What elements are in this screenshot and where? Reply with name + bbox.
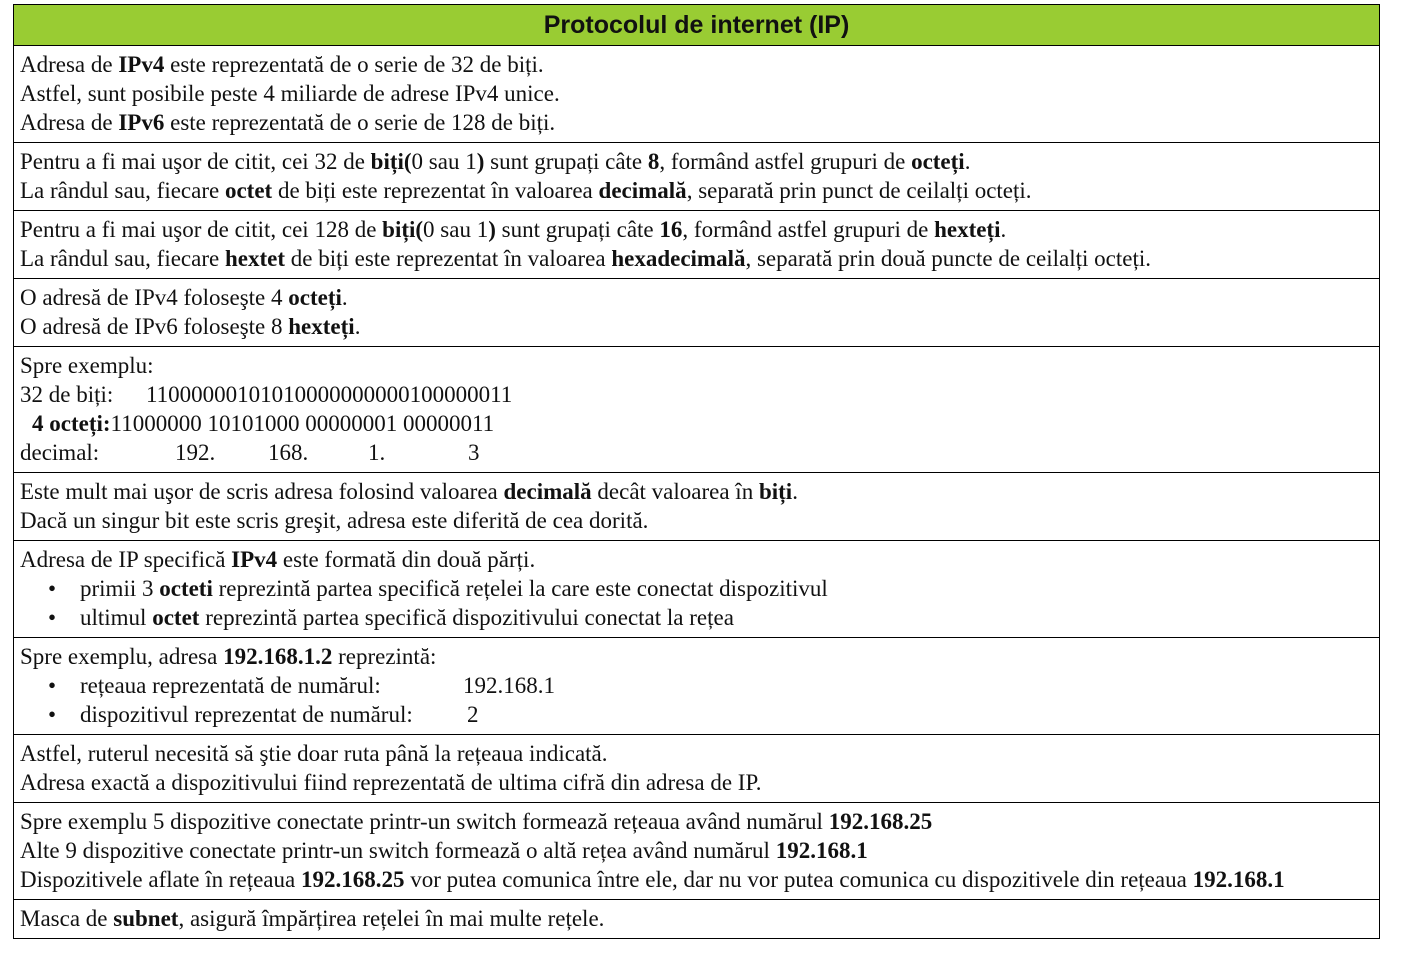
text-line: Adresa de IPv4 este reprezentată de o serie de 32 de biți. [20,52,544,77]
bits-row [20,380,1373,409]
octets-row [20,409,1373,438]
section-decimal-advantage [14,473,1379,541]
example-intro: Spre exemplu: [20,353,154,378]
text-line: Adresa de IP specifică IPv4 este formată din două părți. [20,547,536,572]
section-address-example [14,638,1379,735]
decimal-octet-1: 192. [175,440,216,465]
octets-label: 4 octeți: [32,411,111,436]
text-line: Pentru a fi mai uşor de citit, cei 32 de biți(0 sau 1) sunt grupați câte 8, formând astfel grupuri de octeți. [20,149,971,174]
section-router-routing [14,735,1379,803]
text-line: O adresă de IPv6 foloseşte 8 hexteți. [20,314,361,339]
text-line: O adresă de IPv4 foloseşte 4 octeți. [20,285,348,310]
text-line: Spre exemplu 5 dispozitive conectate printr-un switch formează rețeaua având numărul 192.168.25 [20,809,933,834]
list-item: • primii 3 octeti reprezintă partea specifică rețelei la care este conectat dispozitivul [20,574,1373,603]
decimal-octet-4: 3 [468,440,480,465]
section-network-example [14,803,1379,900]
address-parts-list [20,574,1373,632]
text-line: Dispozitivele aflate în rețeaua 192.168.25 vor putea comunica între ele, dar nu vor putea comunica cu dispozitivele din rețeaua 192.168.1 [20,867,1285,892]
list-item: • ultimul octet reprezintă partea specifică dispozitivului conectat la rețea [20,603,1373,632]
bits-value: 11000000101010000000000100000011 [146,382,513,407]
address-example-list [20,671,1373,729]
text-line: Adresa exactă a dispozitivului fiind reprezentată de ultima cifră din adresa de IP. [20,770,762,795]
decimal-octet-2: 168. [268,440,309,465]
section-address-length [14,46,1379,143]
decimal-octet-3: 1. [368,440,386,465]
section-ipv4-octets [14,143,1379,211]
text-line: Adresa de IPv6 este reprezentată de o serie de 128 de biți. [20,110,556,135]
section-address-parts [14,541,1379,638]
section-ipv6-hextets [14,211,1379,279]
list-item: • dispozitivul reprezentat de numărul: 2 [20,700,1373,729]
text-line: Alte 9 dispozitive conectate printr-un switch formează o altă rețea având numărul 192.168.1 [20,838,868,863]
text-line: Este mult mai uşor de scris adresa folosind valoarea decimală decât valoarea în biți. [20,479,798,504]
text-line: La rândul sau, fiecare octet de biți este reprezentat în valoarea decimală, separată prin punct de ceilalți octeți. [20,178,1032,203]
decimal-label: decimal: [20,440,100,465]
text-line: La rândul sau, fiecare hextet de biți este reprezentat în valoarea hexadecimală, separată prin două puncte de ceilalți octeți. [20,246,1151,271]
text-line: Spre exemplu, adresa 192.168.1.2 reprezintă: [20,644,437,669]
section-binary-example [14,347,1379,473]
octets-value: 11000000 10101000 00000001 00000011 [110,411,495,436]
text-line: Astfel, sunt posibile peste 4 miliarde de adrese IPv4 unice. [20,81,560,106]
decimal-row [20,438,1373,467]
section-octet-count [14,279,1379,347]
text-line: Pentru a fi mai uşor de citit, cei 128 de biți(0 sau 1) sunt grupați câte 16, formând astfel grupuri de hexteți. [20,217,1007,242]
text-line: Astfel, ruterul necesită să ştie doar ruta până la rețeaua indicată. [20,741,608,766]
text-line: Masca de subnet, asigură împărțirea rețelei în mai multe rețele. [20,906,605,931]
bits-label: 32 de biți: [20,382,114,407]
text-line: Dacă un singur bit este scris greşit, adresa este diferită de cea dorită. [20,508,649,533]
section-subnet-mask [14,900,1379,938]
ip-protocol-document [13,4,1380,939]
list-item: • rețeaua reprezentată de numărul: 192.168.1 [20,671,1373,700]
document-title: Protocolul de internet (IP) [14,5,1379,46]
